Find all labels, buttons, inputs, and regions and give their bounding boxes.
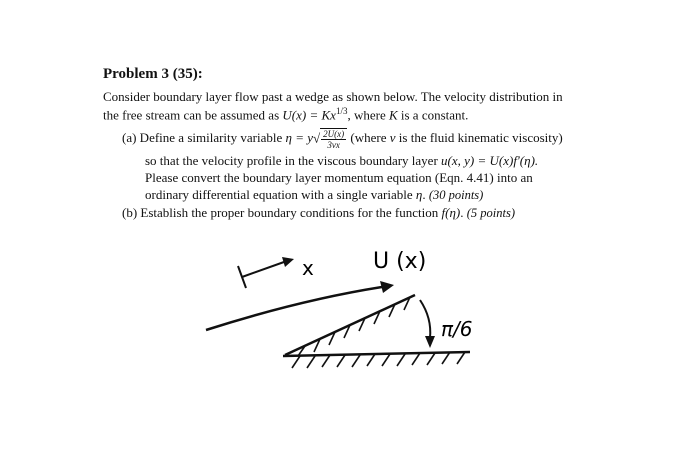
angle-label: π/6 [441,317,473,341]
intro-text-a: the free stream can be assumed as [103,107,283,123]
part-b-points: (5 points) [466,206,516,220]
part-a-line2-text: so that the velocity profile in the viscous boundary layer [145,153,442,168]
velocity-exponent: 1/3 [335,106,348,116]
eta-definition: η = y [285,129,314,145]
velocity-formula: U(x) = Kx [282,107,336,123]
streamline-arrow [206,281,394,330]
angle-arrow [420,300,435,348]
after-sqrt-text: (where [347,129,390,145]
eta-variable: η [415,187,423,202]
part-a-line4-text: ordinary differential equation with a single variable [145,187,416,202]
fraction-denominator: 3νx [327,140,340,150]
part-a-points: (30 points) [428,188,484,202]
x-axis-arrow [238,257,294,288]
intro-text-b: , where [347,107,389,123]
after-nu-text: is the fluid kinematic viscosity) [395,129,563,145]
velocity-label: U (x) [373,249,427,274]
x-label: x [302,256,314,280]
intro-line-1: Consider boundary layer flow past a wedge as shown below. The velocity distribution in [103,89,563,104]
fraction-numerator: 2U(x) [323,129,345,139]
part-b-sep: . [460,205,467,220]
function-f-eta: f(η) [441,205,461,220]
nu-symbol: ν [389,129,396,145]
intro-text-c: is a constant. [397,107,469,123]
part-a-label: (a) Define a similarity variable [122,129,286,145]
sqrt-expression: √ $\frac{2U(x)}{3\nu x}$ [313,128,347,150]
part-b-text: (b) Establish the proper boundary conditions for the function [122,205,442,220]
part-a-line-3: Please convert the boundary layer momentum equation (Eqn. 4.41) into an [145,170,533,185]
velocity-profile-formula: u(x, y) = U(x)f′(η). [441,153,539,168]
part-a-line4-sep: . [422,187,429,202]
problem-title: Problem 3 (35): [103,66,203,82]
constant-k: K [388,107,398,123]
